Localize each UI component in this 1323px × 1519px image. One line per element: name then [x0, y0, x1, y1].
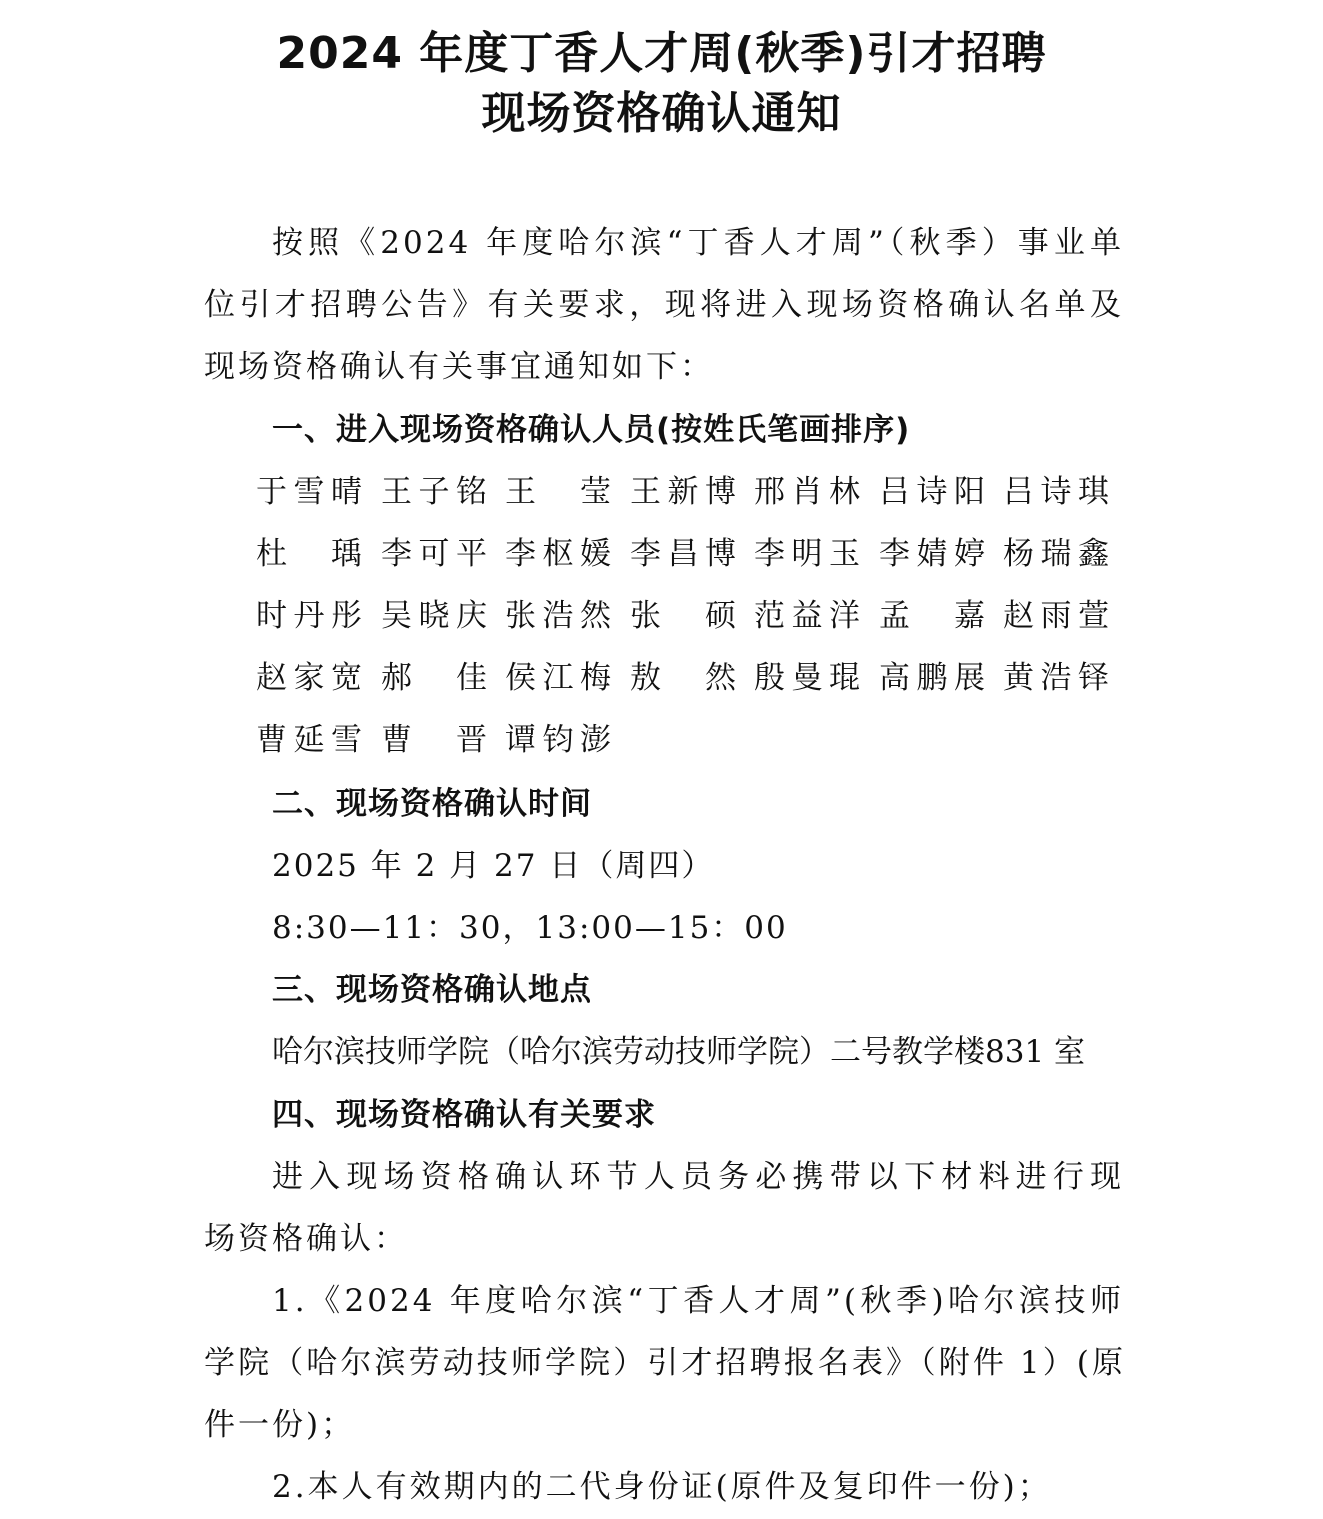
candidate-name: 侯 江 梅	[505, 660, 611, 696]
intro-paragraph-line-2: 位引才招聘公告》有关要求，现将进入现场资格确认名单及	[204, 287, 1124, 323]
candidate-name: 李 婧 婷	[879, 536, 985, 572]
candidate-name: 李 可 平	[381, 536, 487, 572]
candidate-name: 殷 曼 琨	[754, 660, 860, 696]
requirement-item-1-line-3: 件一份)；	[204, 1407, 356, 1443]
candidate-name: 于 雪 晴	[256, 474, 362, 510]
candidate-name: 吴 晓 庆	[381, 598, 487, 634]
candidate-name: 李 枢 媛	[505, 536, 611, 572]
section-1-heading: 一、进入现场资格确认人员(按姓氏笔画排序)	[272, 412, 911, 448]
requirement-item-1-line-2: 学院（哈尔滨劳动技师学院）引才招聘报名表》（附件 1）(原	[204, 1345, 1124, 1381]
candidate-name: 张 浩 然	[505, 598, 611, 634]
candidate-name: 敖 然	[630, 660, 736, 696]
candidate-name: 王 子 铭	[381, 474, 487, 510]
candidate-name: 黄 浩 铎	[1003, 660, 1109, 696]
candidate-name: 邢 肖 林	[754, 474, 860, 510]
section-2-heading: 二、现场资格确认时间	[272, 786, 592, 822]
candidate-name: 时 丹 彤	[256, 598, 362, 634]
candidate-name: 孟 嘉	[879, 598, 985, 634]
candidate-name: 范 益 洋	[754, 598, 860, 634]
requirement-item-2: 2.本人有效期内的二代身份证(原件及复印件一份)；	[272, 1469, 1052, 1505]
candidate-name: 赵 家 宽	[256, 660, 362, 696]
candidate-name: 高 鹏 展	[879, 660, 985, 696]
section-4-heading: 四、现场资格确认有关要求	[272, 1097, 656, 1133]
confirmation-location: 哈尔滨技师学院（哈尔滨劳动技师学院）二号教学楼831 室	[272, 1034, 1086, 1070]
section-3-heading: 三、现场资格确认地点	[272, 972, 592, 1008]
candidate-name: 张 硕	[630, 598, 736, 634]
candidate-name: 王 新 博	[630, 474, 736, 510]
confirmation-date: 2025 年 2 月 27 日（周四）	[272, 848, 715, 884]
candidate-name: 杜 瑀	[256, 536, 362, 572]
candidate-name: 曹 延 雪	[256, 722, 362, 758]
intro-paragraph-line-3: 现场资格确认有关事宜通知如下：	[204, 349, 714, 385]
candidate-name: 王 莹	[505, 474, 611, 510]
candidate-name: 曹 晋	[381, 722, 487, 758]
candidate-name: 李 昌 博	[630, 536, 736, 572]
candidate-name: 郝 佳	[381, 660, 487, 696]
document-title-line-2: 现场资格确认通知	[481, 88, 842, 139]
candidate-name: 李 明 玉	[754, 536, 860, 572]
candidate-name: 杨 瑞 鑫	[1003, 536, 1109, 572]
intro-paragraph-line-1: 按照《2024 年度哈尔滨“丁香人才周”（秋季）事业单	[272, 225, 1124, 261]
document-title-line-1: 2024 年度丁香人才周(秋季)引才招聘	[276, 28, 1047, 79]
candidate-name: 吕 诗 阳	[879, 474, 985, 510]
candidate-name: 谭 钧 澎	[505, 722, 611, 758]
candidate-name: 吕 诗 琪	[1003, 474, 1109, 510]
requirements-intro-line-2: 场资格确认：	[204, 1221, 408, 1257]
confirmation-time: 8:30—11：30，13:00—15：00	[272, 910, 788, 946]
candidate-name: 赵 雨 萱	[1003, 598, 1109, 634]
requirement-item-1-line-1: 1.《2024 年度哈尔滨“丁香人才周”(秋季)哈尔滨技师	[272, 1283, 1124, 1319]
requirements-intro-line-1: 进入现场资格确认环节人员务必携带以下材料进行现	[272, 1159, 1124, 1195]
